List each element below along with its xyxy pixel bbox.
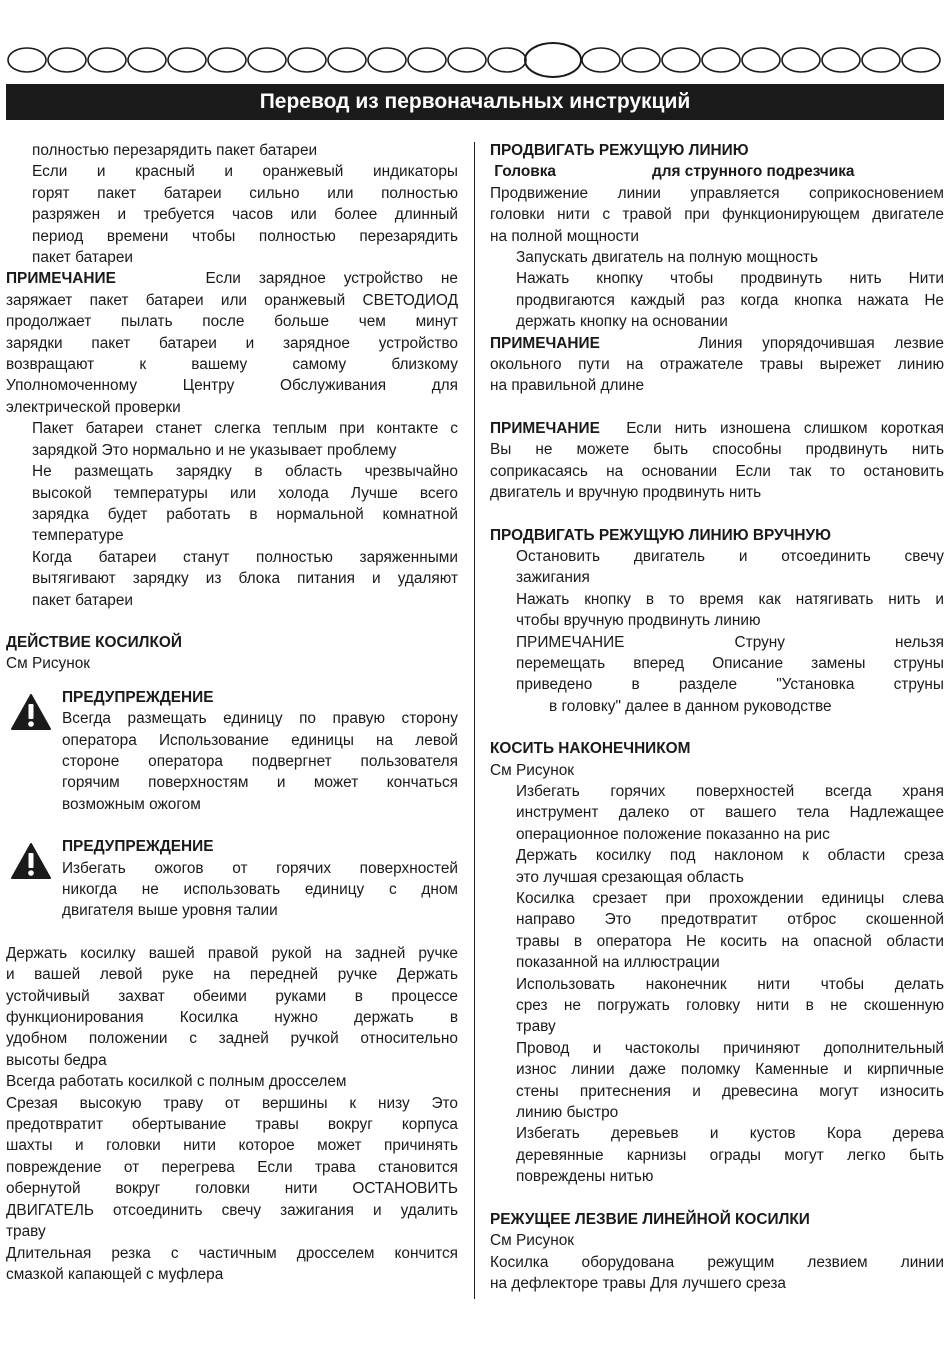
text-line: держать кнопку на основании: [516, 313, 728, 331]
text-line: Нажать кнопку чтобы продвинуть нить Нити: [516, 270, 944, 288]
text-line: повреждение от перегрева Если трава становится: [6, 1158, 458, 1176]
text-line: высоты бедра: [6, 1051, 107, 1069]
text-line: Провод и частоколы причиняют дополнительный: [516, 1039, 944, 1057]
text-line: зарядка будет работать в нормальной комнатной: [32, 505, 458, 523]
section-heading: КОСИТЬ НАКОНЕЧНИКОМ: [490, 740, 691, 758]
page-title-banner: [6, 84, 944, 120]
text-line: шахты и головки нити которое может причинять: [6, 1137, 458, 1155]
column-divider: [474, 142, 475, 1299]
text-line: Не размещать зарядку в область чрезвычайно: [32, 463, 458, 481]
paragraph: [6, 1243, 458, 1286]
text-line: горячим поверхностям и может кончаться: [62, 774, 458, 792]
text-line: Длительная резка с частичным дросселем кончится: [6, 1244, 458, 1262]
text-line: оператора Использование единицы на левой: [62, 731, 458, 749]
paragraph: [490, 781, 944, 845]
section-heading: ДЕЙСТВИЕ КОСИЛКОЙ: [6, 633, 182, 651]
text-line: пакет батареи: [32, 249, 134, 267]
text-line: Держать косилку вашей правой рукой на задней ручке: [6, 944, 458, 962]
text-line: приведено в разделе "Установка струны: [516, 676, 944, 694]
text-line: повреждены нитью: [516, 1168, 654, 1186]
text-line: вытягивают зарядку из блока питания и удаляют: [32, 570, 458, 588]
text-line: Запускать двигатель на полную мощность: [516, 249, 819, 267]
text-line: на правильной длине: [490, 377, 645, 395]
paragraph: [490, 888, 944, 974]
paragraph: [6, 943, 458, 1071]
paragraph: [490, 546, 944, 589]
paragraph: [6, 161, 458, 268]
spacer: [6, 815, 458, 836]
right-column: [490, 140, 944, 1294]
language-ovals-strip: [0, 40, 950, 80]
paragraph: [490, 1038, 944, 1124]
text-line: Пакет батареи станет слегка теплым при контакте с: [32, 420, 458, 438]
text-line: полностью перезарядить пакет батареи: [32, 142, 318, 159]
page-title: Перевод из первоначальных инструкций: [259, 90, 691, 113]
paragraph: [490, 632, 944, 718]
text-line: продолжает пылать после больше чем минут: [6, 313, 458, 331]
text-line: операционное положение показанно на рис: [516, 825, 830, 843]
paragraph: [490, 247, 944, 268]
text-line: период времени чтобы полностью перезарядить: [32, 227, 458, 245]
text-line: температуре: [32, 527, 124, 545]
text-line: травы в оператора Не косить на опасной области: [516, 932, 944, 950]
text-line: Косилка оборудована режущим лезвием линии: [490, 1253, 944, 1271]
section-heading: РЕЖУЩЕЕ ЛЕЗВИЕ ЛИНЕЙНОЙ КОСИЛКИ: [490, 1210, 810, 1228]
text-line: Когда батареи станут полностью заряженными: [32, 548, 458, 566]
text-line: это лучшая срезающая область: [516, 868, 744, 886]
text-line: двигатель и вручную продвинуть нить: [490, 484, 762, 502]
section-subheading: Головка для струнного подрезчика: [494, 163, 855, 181]
section-heading: ПРОДВИГАТЬ РЕЖУЩУЮ ЛИНИЮ ВРУЧНУЮ: [490, 526, 831, 544]
warning-triangle-icon: [10, 842, 52, 880]
text-line: двигателя выше уровня талии: [62, 902, 278, 920]
figure-reference: См Рисунок: [490, 761, 575, 779]
text-line: Всегда работать косилкой с полным дросселем: [6, 1073, 347, 1091]
paragraph: [490, 589, 944, 632]
text-line: предотвратит обертывание травы вокруг корпуса: [6, 1116, 458, 1134]
warning-block: [6, 687, 458, 815]
paragraph: [490, 183, 944, 247]
text-line: возможным ожогом: [62, 795, 201, 813]
text-line: чтобы вручную продвинуть линию: [516, 612, 761, 630]
text-line: горят пакет батареи сильно или полностью: [32, 184, 458, 202]
note-label: ПРИМЕЧАНИЕ: [490, 334, 600, 352]
text-line: Избегать деревьев и кустов Кора дерева: [516, 1125, 944, 1143]
text-line: продвигаются каждый раз когда кнопка нажата Не: [516, 291, 944, 309]
text-line: Косилка срезает при прохождении единицы слева: [516, 890, 944, 907]
spacer: [6, 675, 458, 687]
text-line: соприкасаясь на основании Если так то остановить: [490, 462, 944, 480]
spacer: [6, 922, 458, 943]
spacer: [490, 397, 944, 418]
text-line: обернутой вокруг головки нити ОСТАНОВИТЬ: [6, 1180, 458, 1198]
text-line: зарядки пакет батареи и зарядное устройство: [6, 334, 458, 352]
text-line: заряжает пакет батареи или оранжевый СВЕТОДИОД: [6, 291, 458, 309]
text-line: пакет батареи: [32, 591, 134, 609]
text-line: срез не погружать головку нити в не скошенную: [516, 997, 944, 1015]
section-heading: ПРОДВИГАТЬ РЕЖУЩУЮ ЛИНИЮ: [490, 142, 749, 159]
left-column: [6, 140, 458, 1285]
text-line: в головку" далее в данном руководстве: [549, 697, 832, 715]
paragraph: [6, 1093, 458, 1243]
text-line: Вы не можете быть способны продвинуть нить: [490, 441, 944, 459]
text-line: Продвижение линии управляется соприкосновением: [490, 184, 944, 202]
spacer: [490, 1188, 944, 1209]
text-line: возвращают к вашему самому близкому: [6, 356, 458, 374]
paragraph: [6, 140, 458, 161]
text-line: Избегать горячих поверхностей всегда храня: [516, 782, 944, 800]
text-line: показанной на иллюстрации: [516, 954, 720, 972]
paragraph: [6, 1071, 458, 1092]
text-line: траву: [6, 1223, 46, 1241]
text-line: высокой температуры или холода Лучше всего: [32, 484, 458, 502]
paragraph: [6, 461, 458, 547]
text-line: ПРИМЕЧАНИЕ Линия упорядочившая лезвие: [490, 334, 944, 352]
text-line: ДВИГАТЕЛЬ отсоединить свечу зажигания и удалить: [6, 1201, 458, 1219]
text-line: перемещать вперед Описание замены струны: [516, 654, 944, 672]
paragraph: [490, 1252, 944, 1295]
text-line: ПРИМЕЧАНИЕ Если зарядное устройство не: [6, 270, 458, 288]
paragraph: [490, 268, 944, 332]
text-line: головки нити с травой при функционирующем двигателе: [490, 206, 944, 224]
note-paragraph: [490, 418, 944, 504]
note-paragraph: [6, 268, 458, 418]
warning-block: [6, 836, 458, 922]
paragraph: [490, 1123, 944, 1187]
paragraph: [6, 418, 458, 461]
paragraph: [490, 845, 944, 888]
text-line: и вашей левой руке на передней ручке Держать: [6, 966, 458, 984]
note-label: ПРИМЕЧАНИЕ: [490, 419, 600, 437]
text-line: инструмент далеко от вашего тела Надлежащее: [516, 804, 944, 822]
text-line: Избегать ожогов от горячих поверхностей: [62, 859, 458, 877]
text-line: устойчивый захват обеими руками в процессе: [6, 987, 458, 1005]
text-line: смазкой капающей с муфлера: [6, 1265, 224, 1283]
text-line: удобном положении с задней ручкой относительно: [6, 1030, 458, 1048]
text-line: ПРИМЕЧАНИЕ Струну нельзя: [516, 633, 944, 651]
spacer: [6, 611, 458, 632]
text-line: никогда не использовать единицу с дном: [62, 881, 458, 898]
text-line: Срезая высокую траву от вершины к низу Это: [6, 1094, 458, 1112]
figure-reference: См Рисунок: [490, 1232, 575, 1250]
text-line: функционирования Косилка нужно держать в: [6, 1009, 458, 1027]
text-line: Держать косилку под наклоном к области среза: [516, 847, 944, 865]
text-line: зарядкой Это нормально и не указывает проблему: [32, 441, 397, 459]
warning-title: ПРЕДУПРЕЖДЕНИЕ: [62, 688, 214, 706]
text-line: Всегда размещать единицу по правую сторону: [62, 710, 458, 728]
text-line: на полной мощности: [490, 227, 640, 245]
text-line: Нажать кнопку в то время как натягивать нить и: [516, 590, 944, 608]
text-line: деревянные карнизы ограды могут легко быть: [516, 1146, 944, 1164]
text-line: износ линии даже поломку Каменные и кирпичные: [516, 1061, 944, 1079]
spacer: [490, 504, 944, 525]
warning-triangle-icon: [10, 693, 52, 731]
note-label: ПРИМЕЧАНИЕ: [6, 270, 116, 288]
spacer: [490, 717, 944, 738]
text-line: ПРИМЕЧАНИЕ Если нить изношена слишком короткая: [490, 419, 944, 437]
text-line: электрической проверки: [6, 398, 181, 416]
paragraph: [490, 974, 944, 1038]
figure-reference: См Рисунок: [6, 655, 91, 673]
text-line: разряжен и требуется часов или более длинный: [32, 206, 458, 224]
text-line: Если и красный и оранжевый индикаторы: [32, 163, 458, 181]
text-line: Остановить двигатель и отсоединить свечу: [516, 547, 944, 565]
text-line: линию быстро: [516, 1104, 619, 1122]
text-line: зажигания: [516, 569, 590, 587]
text-line: направо Это предотвратит отброс скошенной: [516, 911, 944, 929]
paragraph: [6, 547, 458, 611]
text-line: стороне оператора подвергнет пользователя: [62, 752, 458, 770]
note-paragraph: [490, 333, 944, 397]
text-line: траву: [516, 1018, 556, 1036]
text-line: окольного пути на отражателе травы вырежет линию: [490, 356, 944, 374]
warning-title: ПРЕДУПРЕЖДЕНИЕ: [62, 838, 214, 856]
text-line: стены притеснения и древесина могут износить: [516, 1082, 944, 1100]
text-line: на дефлекторе травы Для лучшего среза: [490, 1274, 786, 1292]
text-line: Использовать наконечник нити чтобы делать: [516, 975, 944, 993]
text-line: Уполномоченному Центру Обслуживания для: [6, 377, 458, 395]
